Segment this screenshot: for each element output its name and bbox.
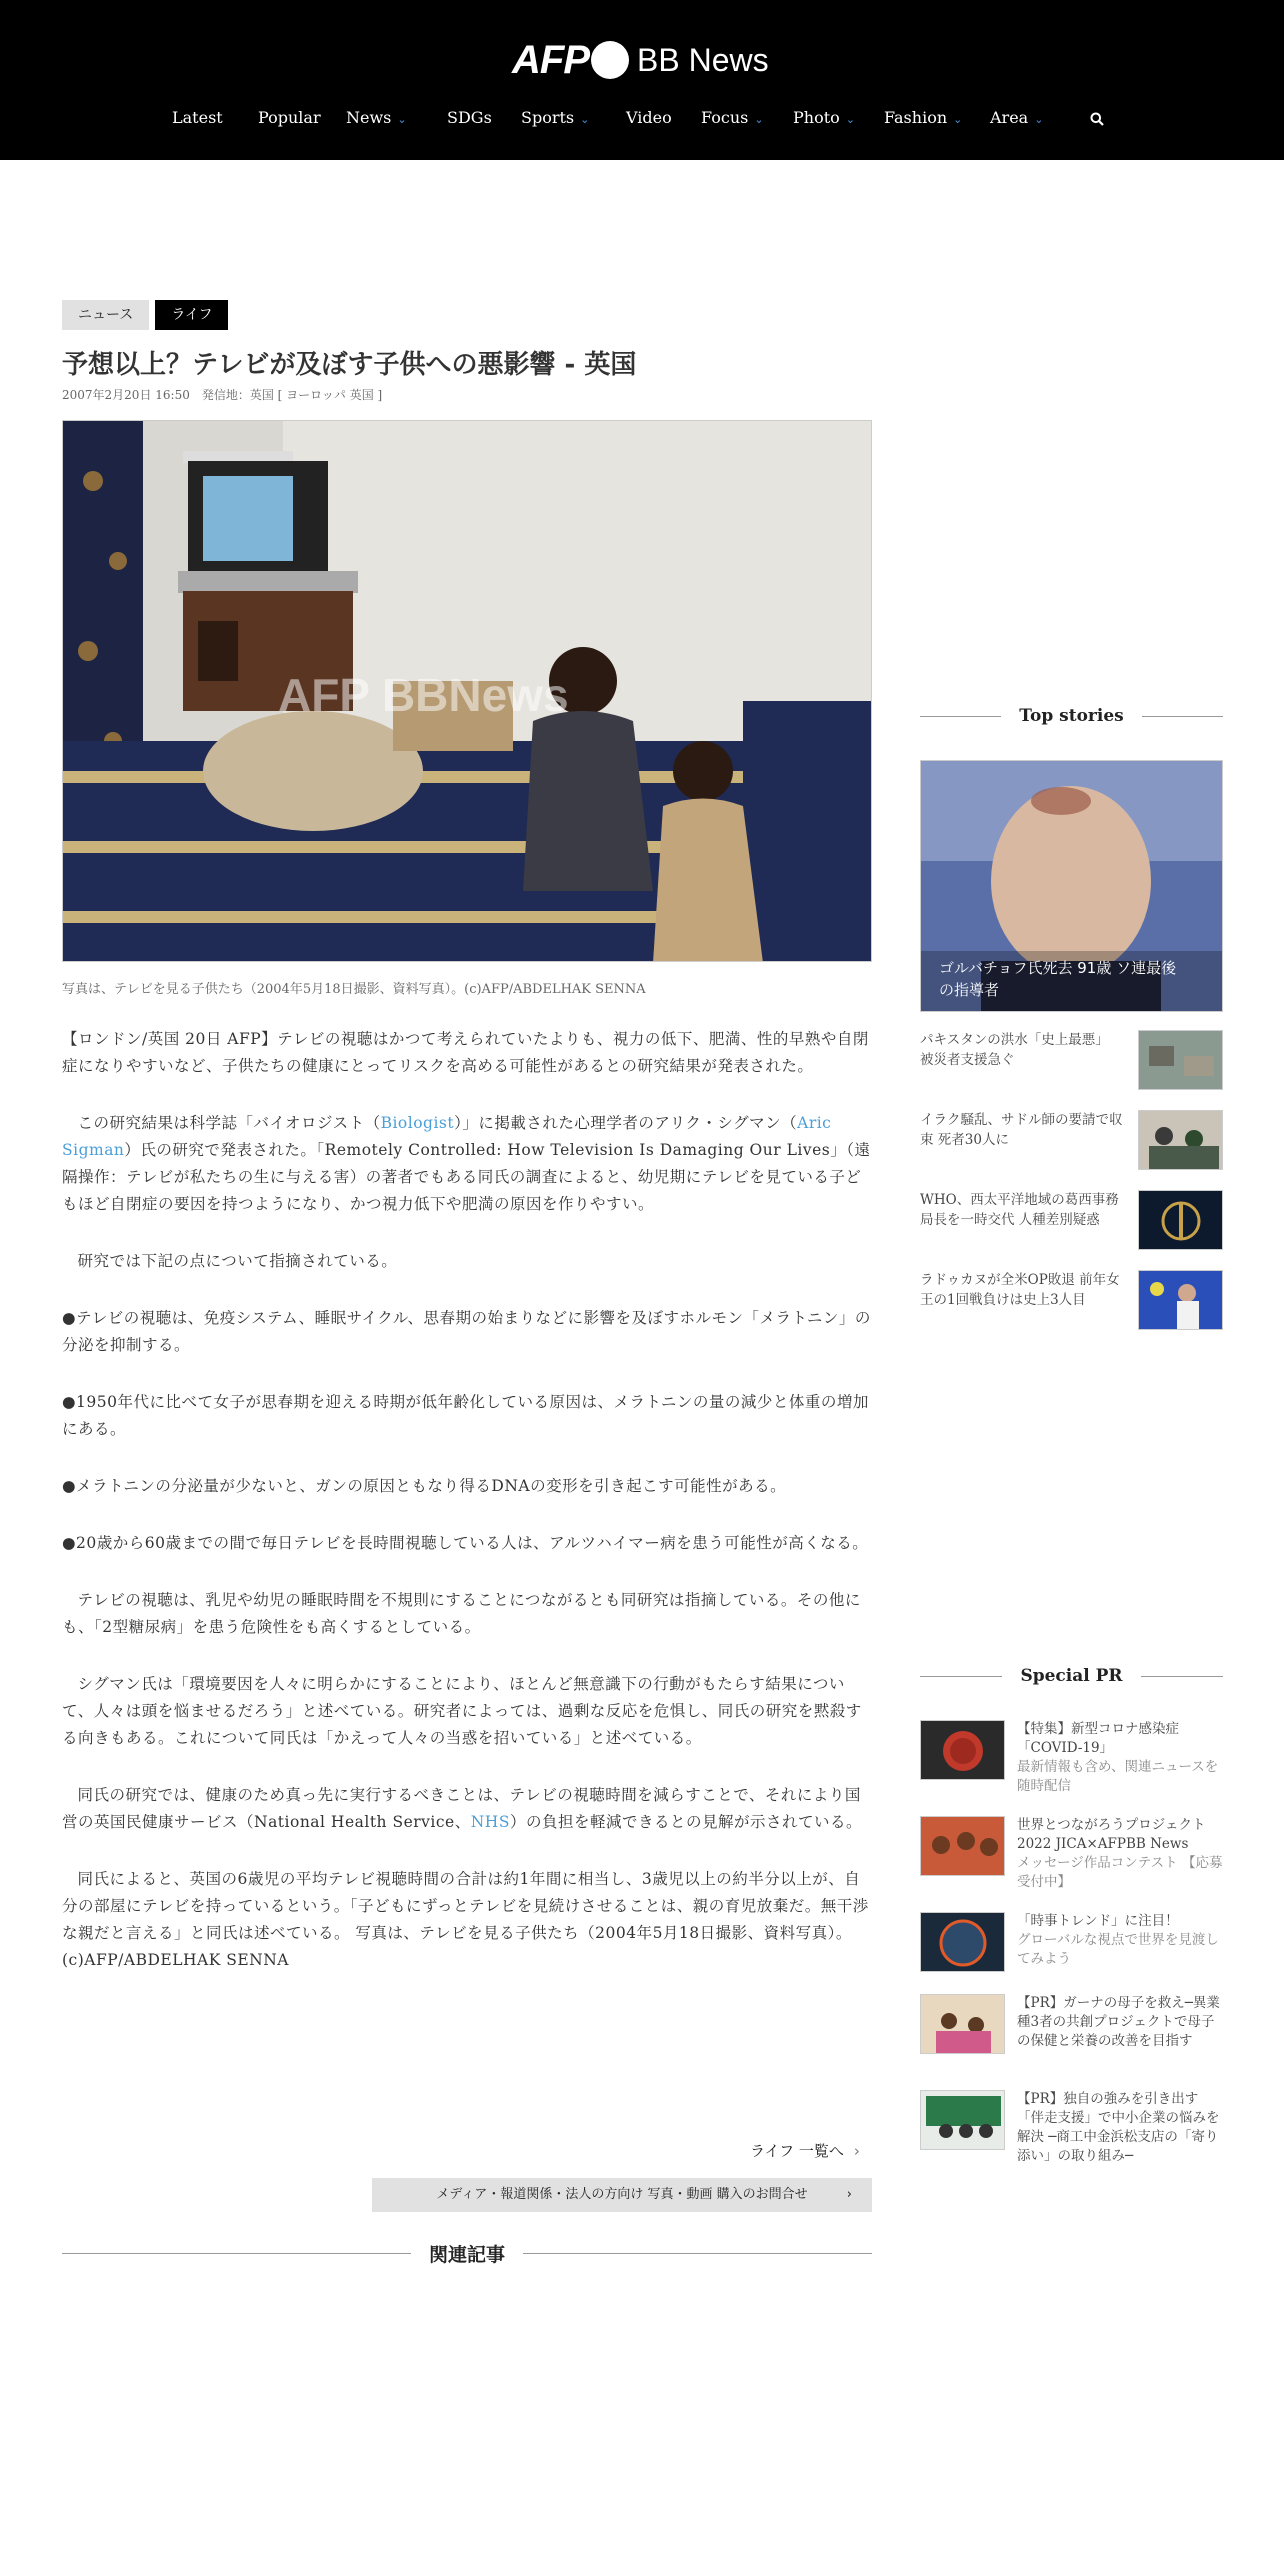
covid-thumbnail [920,1720,1005,1780]
nav-latest[interactable]: Latest [172,108,223,127]
chevron-down-icon: ⌄ [845,113,855,126]
pakistan-flood-thumbnail [1138,1030,1223,1090]
children-watching-tv-photo [63,421,872,962]
pr-item[interactable]: 世界とつながろうプロジェクト2022 JICA×AFPBB News メッセージ作品コンテスト 【応募受付中】 [920,1816,1223,1896]
paragraph-8: テレビの視聴は、乳児や幼児の睡眠時間を不規則にすることにつながるとも同研究は指摘している。その他にも、「2型糖尿病」を患う危険性をも高くするとしている。 [62,1591,861,1636]
nav-sports[interactable]: Sports ⌄ [521,108,590,127]
top-story-title: ゴルバチョフ氏死去 91歳 ソ連最後の指導者 [939,959,1177,999]
nav-fashion[interactable]: Fashion ⌄ [884,108,963,127]
chevron-down-icon: ⌄ [754,113,764,126]
chevron-down-icon: ⌄ [953,113,963,126]
nav-photo[interactable]: Photo ⌄ [793,108,855,127]
chevron-right-icon: › [846,2187,852,2202]
nav-sdgs[interactable]: SDGs [447,108,492,127]
pr-item[interactable]: 【特集】新型コロナ感染症「COVID-19」 最新情報も含め、関連ニュースを随時配信 [920,1720,1223,1790]
top-story-item[interactable]: ラドゥカヌが全米OP敗退 前年女王の1回戦負けは史上3人目 [920,1270,1223,1332]
top-story-card[interactable] [920,760,1223,1012]
article-title: 予想以上？テレビが及ぼす子供への悪影響 - 英国 [62,350,637,380]
raducanu-thumbnail [1138,1270,1223,1330]
iraq-unrest-thumbnail [1138,1110,1223,1170]
who-thumbnail [1138,1190,1223,1250]
nhs-link[interactable]: NHS [470,1813,510,1831]
article-photo [62,420,872,962]
ghana-thumbnail [920,1994,1005,2054]
photo-watermark: AFP BBNews [278,669,569,721]
top-stories-heading: Top stories [920,706,1223,726]
biologist-link[interactable]: Biologist [380,1114,455,1132]
logo-afp-text: AFP [512,37,589,82]
special-pr-heading: Special PR [920,1666,1223,1686]
nav-news[interactable]: News ⌄ [346,108,407,127]
jica-thumbnail [920,1816,1005,1876]
related-articles-heading: 関連記事 [62,2240,872,2267]
nav-popular[interactable]: Popular [258,108,321,127]
paragraph-2: この研究結果は科学誌「バイオロジスト（Biologist）」に掲載された心理学者のアリク・シグマン（Aric Sigman）氏の研究で発表された。「Remotely Controlled: How Television Is Damaging Our Lives」（遠隔操作：テレビが私たちの生に与える害）の著者でもある同氏の調査によると、幼児期にテレビを見ている子どもほど自閉症の要因を持つようになり、かつ視力低下や肥満の原因を作りやすい。 [62,1114,871,1213]
nav-focus[interactable]: Focus ⌄ [701,108,764,127]
paragraph-4: ●テレビの視聴は、免疫システム、睡眠サイクル、思春期の始まりなどに影響を及ぼすホルモン「メラトニン」の分泌を抑制する。 [62,1309,871,1354]
site-header [0,0,1284,160]
shokochukin-thumbnail [920,2090,1005,2150]
paragraph-6: ●メラトニンの分泌量が少ないと、ガンの原因ともなり得るDNAの変形を引き起こす可能性がある。 [62,1477,787,1495]
article-meta: 2007年2月20日 16:50 発信地：英国 [ ヨーロッパ 英国 ] [62,388,383,402]
pr-item[interactable]: 「時事トレンド」に注目！ グローバルな視点で世界を見渡してみよう [920,1912,1223,1982]
top-story-item[interactable]: イラク騒乱、サドル師の要請で収束 死者30人に [920,1110,1223,1172]
paragraph-9: シグマン氏は「環境要因を人々に明らかにすることにより、ほとんど無意識下の行動がもたらす結果について、人々は頭を悩ませるだろう」と述べている。研究者によっては、過剰な反応を危惧し、同氏の研究を黙殺する向きもある。これについて同氏は「かえって人々の当惑を招いている」と述べている。 [62,1675,862,1747]
trend-thumbnail [920,1912,1005,1972]
logo-bb-text: BB News [637,41,769,78]
top-story-item[interactable]: パキスタンの洪水「史上最悪」 被災者支援急ぐ [920,1030,1223,1092]
top-story-item[interactable]: WHO、西太平洋地域の葛西事務局長を一時交代 人種差別疑惑 [920,1190,1223,1252]
chevron-down-icon: ⌄ [1034,113,1044,126]
logo-circle-icon [591,41,629,79]
aric-sigman-link[interactable]: Aric Sigman [62,1114,832,1159]
paragraph-3: 研究では下記の点について指摘されている。 [77,1252,398,1270]
life-list-link[interactable]: ライフ 一覧へ › [750,2142,860,2160]
chevron-down-icon: ⌄ [580,113,590,126]
pr-item[interactable]: 【PR】独自の強みを引き出す「伴走支援」で中小企業の悩みを解決 ─商工中金浜松支店の「寄り添い」の取り組み─ [920,2090,1223,2180]
nav-area[interactable]: Area ⌄ [990,108,1044,127]
chevron-right-icon: › [853,2142,860,2160]
afpbb-logo[interactable] [512,36,769,84]
paragraph-7: ●20歳から60歳までの間で毎日テレビを長時間視聴している人は、アルツハイマー病を患う可能性が高くなる。 [62,1534,869,1552]
paragraph-11: 同氏によると、英国の6歳児の平均テレビ視聴時間の合計は約1年間に相当し、3歳児以上の約半分以上が、自分の部屋にテレビを持っているという。「子どもにずっとテレビを見続けさせることは、親の育児放棄だ。無干渉な親だと言える」と同氏は述べている。 写真は、テレビを見る子供たち（2004年5月18日撮影、資料写真）。(c)AFP/ABDELHAK SENNA [62,1870,869,1969]
photo-caption: 写真は、テレビを見る子供たち（2004年5月18日撮影、資料写真）。(c)AFP/ABDELHAK SENNA [62,982,646,997]
tag-life[interactable]: ライフ [155,300,228,330]
article-body [62,1026,872,2004]
pr-item[interactable]: 【PR】ガーナの母子を救え─異業種3者の共創プロジェクトで母子の保健と栄養の改善を目指す [920,1994,1223,2084]
paragraph-10: 同氏の研究では、健康のため真っ先に実行するべきことは、テレビの視聴時間を減らすことで、それにより国営の英国民健康サービス（National Health Service、NHS）の負担を軽減できるとの見解が示されている。 [62,1786,862,1831]
nav-video[interactable]: Video [626,108,672,127]
media-inquiry-button[interactable]: メディア・報道関係・法人の方向け 写真・動画 購入のお問合せ › [372,2178,872,2212]
chevron-down-icon: ⌄ [397,113,407,126]
search-icon[interactable] [1090,112,1104,126]
main-nav [150,108,1150,138]
paragraph-5: ●1950年代に比べて女子が思春期を迎える時期が低年齢化している原因は、メラトニンの量の減少と体重の増加にある。 [62,1393,869,1438]
article-tags [62,300,228,330]
tag-news[interactable]: ニュース [62,300,149,330]
paragraph-1: 【ロンドン/英国 20日 AFP】テレビの視聴はかつて考えられていたよりも、視力の低下、肥満、性的早熟や自閉症になりやすいなど、子供たちの健康にとってリスクを高める可能性があるとの研究結果が発表された。 [62,1030,869,1075]
